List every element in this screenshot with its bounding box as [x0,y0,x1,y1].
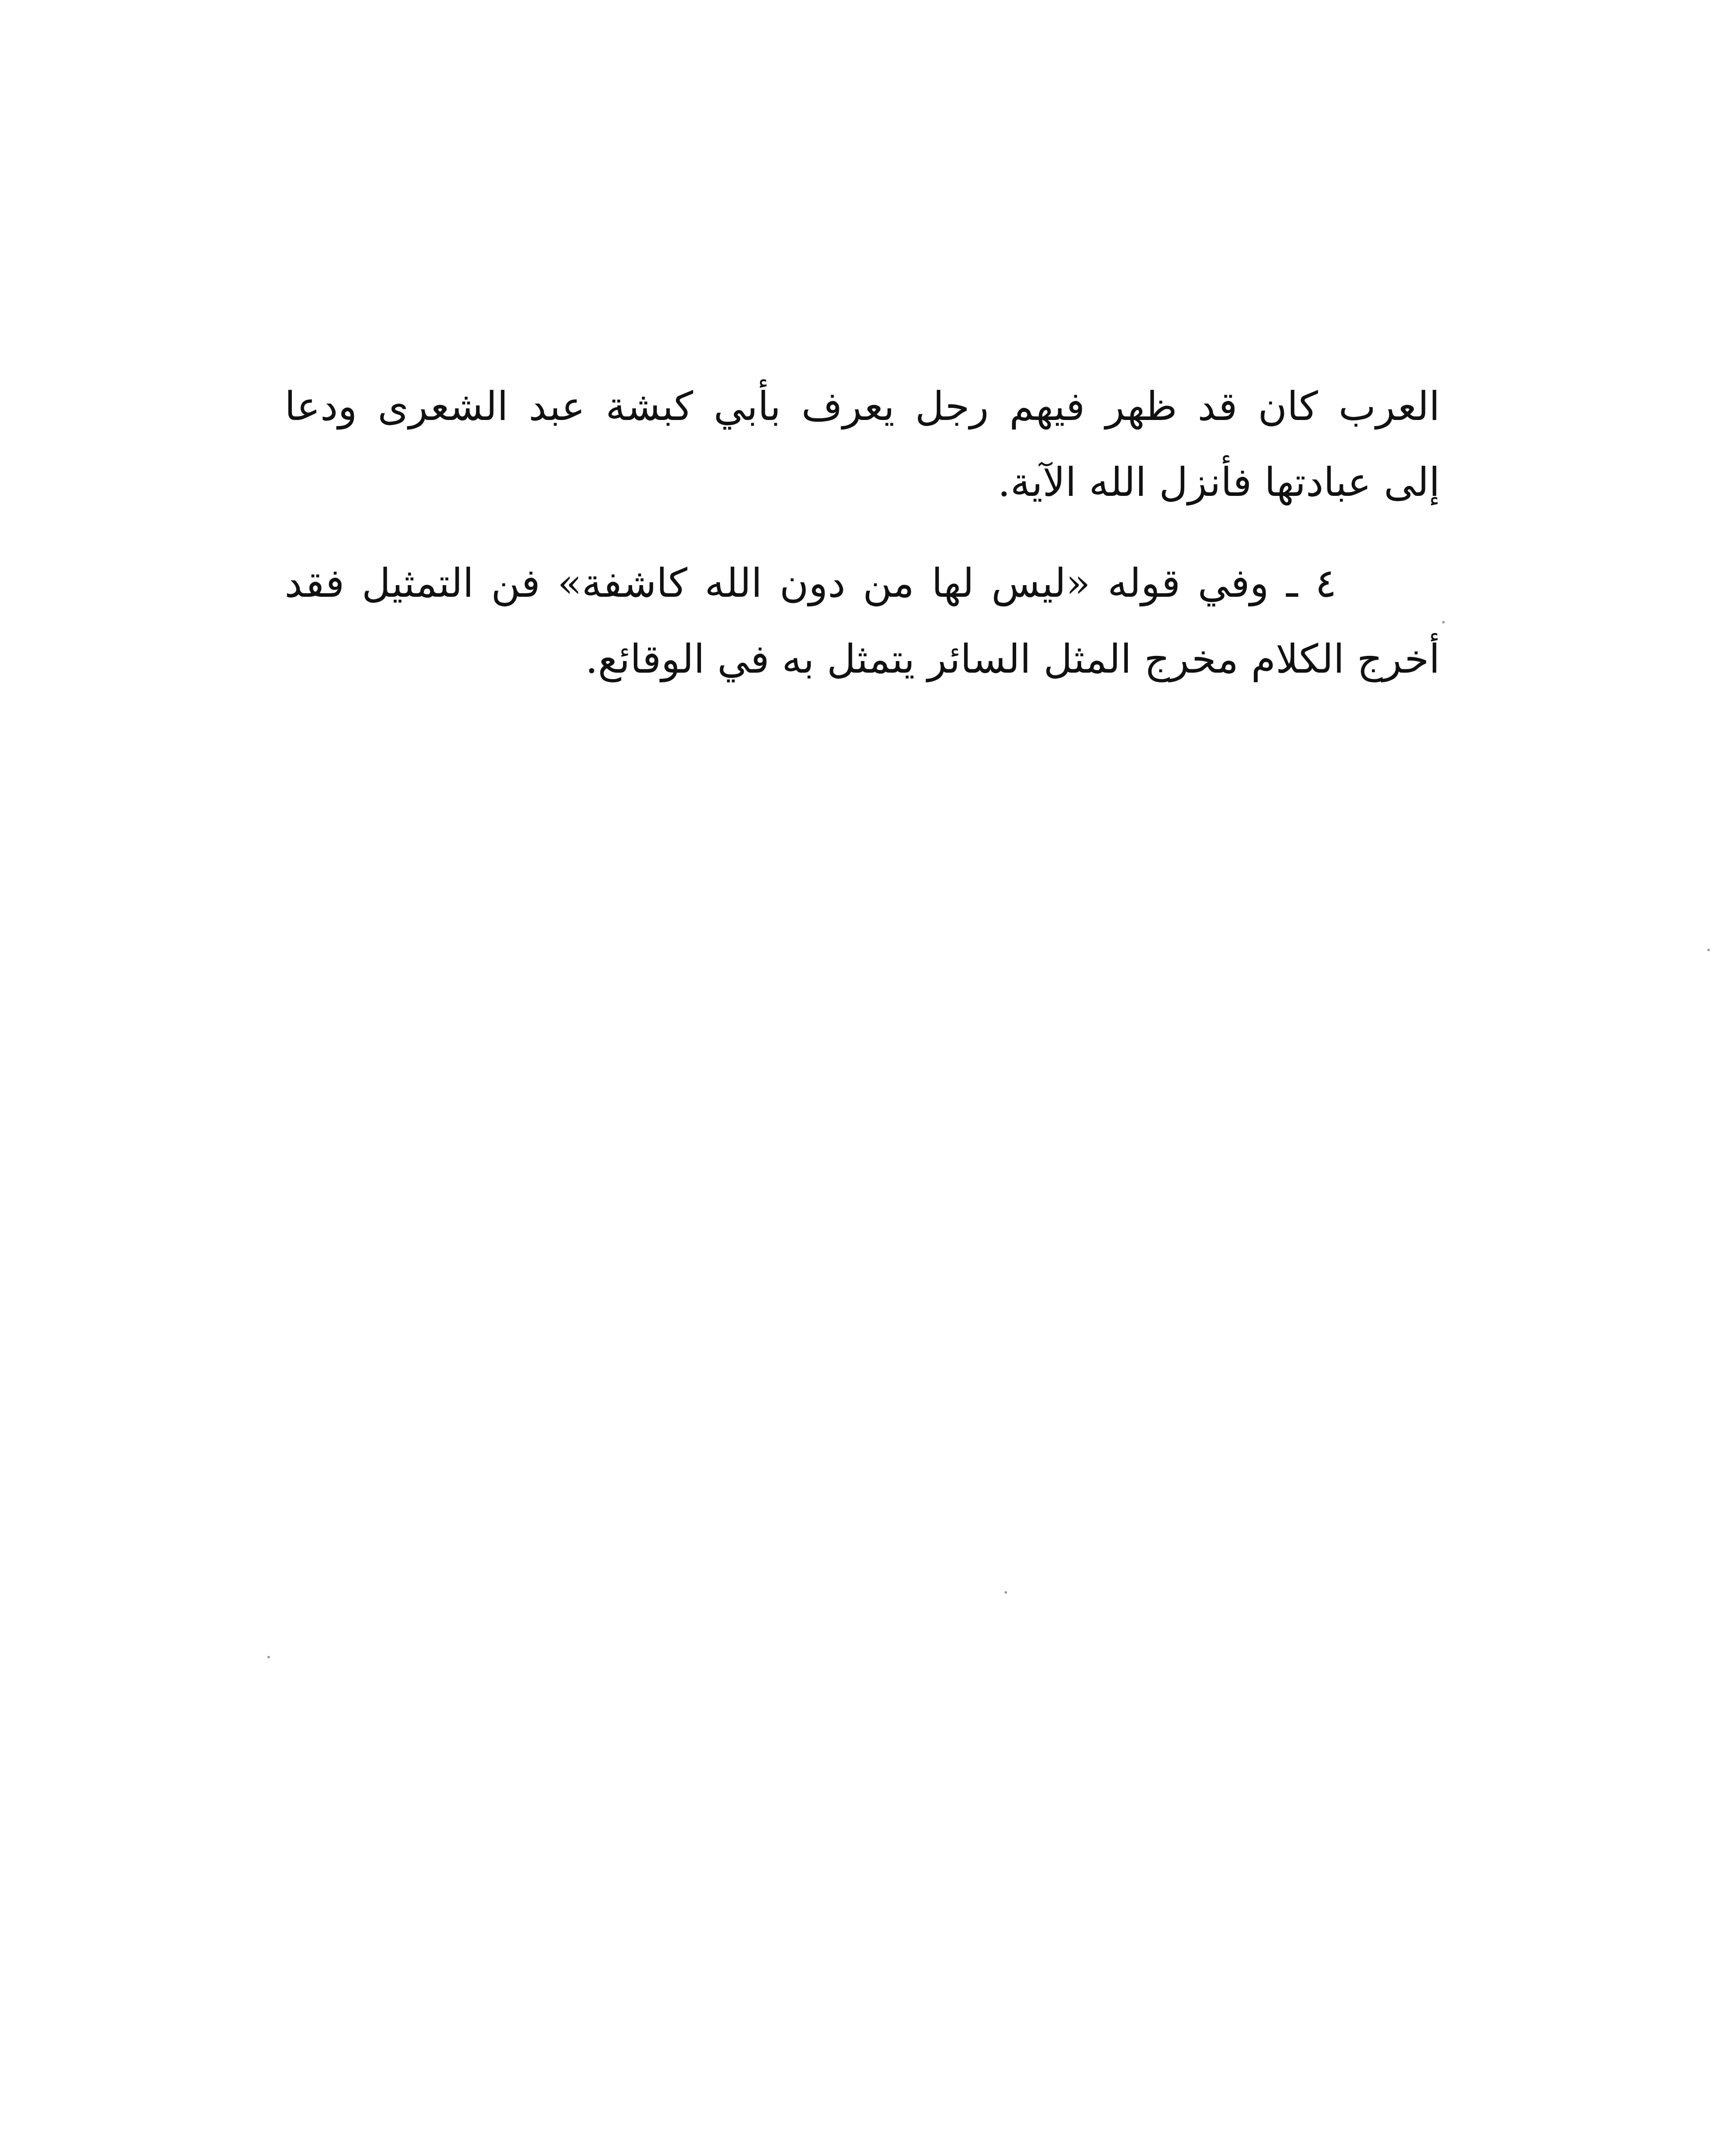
scan-speck [1005,1591,1007,1594]
scan-speck [1707,949,1710,951]
paragraph-1 [285,369,1440,520]
paragraph-2-line-1: ٤ ـ وفي قوله «ليس لها من دون الله كاشفة» فن التمثيل فقد [285,560,1337,606]
scan-speck [1442,621,1445,624]
paragraph-1-line-2: إلى عبادتها فأنزل الله الآية. [998,459,1440,505]
paragraph-2-line-2: أخرج الكلام مخرج المثل السائر يتمثل به في الوقائع. [585,636,1440,682]
scan-speck [267,1656,270,1658]
paragraph-2 [285,545,1440,697]
paragraph-1-line-1: العرب كان قد ظهر فيهم رجل يعرف بأبي كبشة عبد الشعرى ودعا [285,383,1440,429]
